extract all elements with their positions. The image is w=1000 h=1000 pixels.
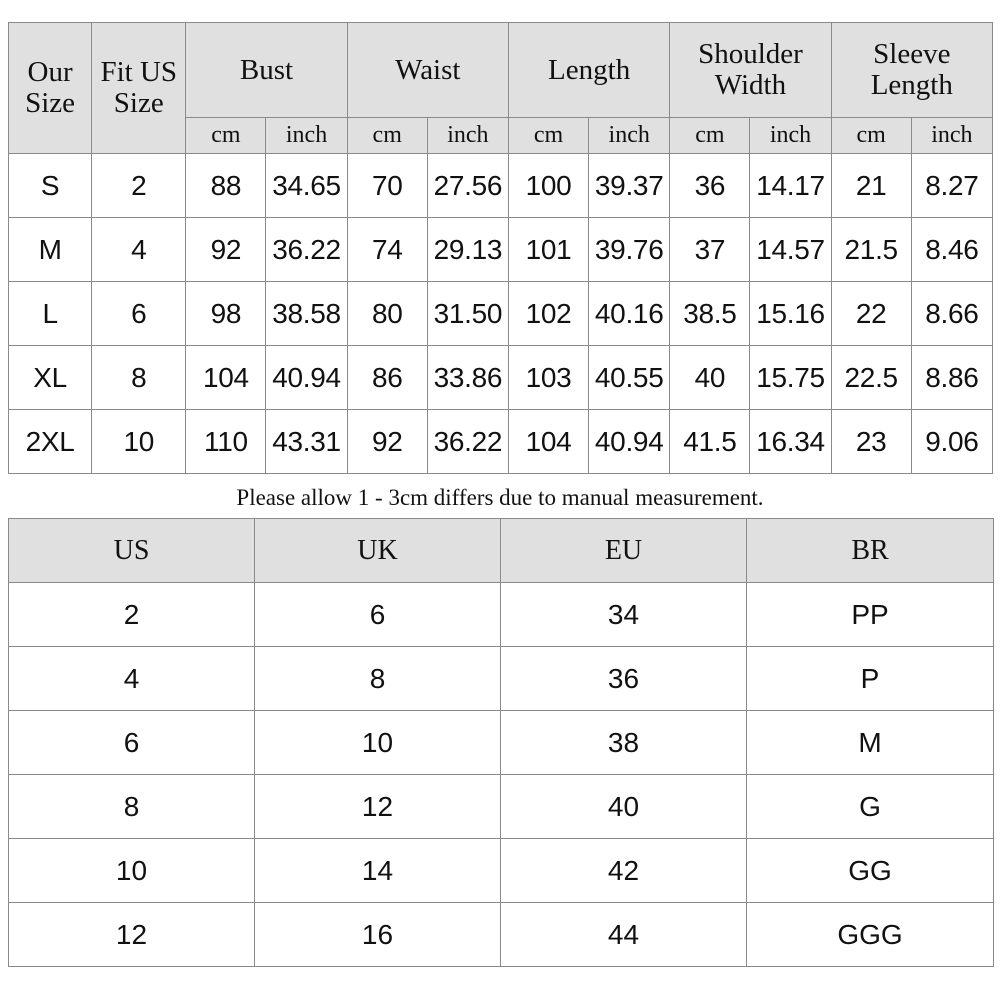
table-cell: 8: [92, 346, 186, 410]
table-cell: 40.16: [589, 282, 670, 346]
table-cell: 29.13: [427, 218, 508, 282]
table-row: [9, 839, 994, 903]
br-header: BR: [747, 519, 994, 583]
table-cell: 86: [347, 346, 427, 410]
table-row: [9, 346, 993, 410]
table-cell: 39.76: [589, 218, 670, 282]
sleeve-inch-header: inch: [911, 118, 992, 154]
bust-inch-header: inch: [266, 118, 347, 154]
table-cell: 34: [501, 583, 747, 647]
table-cell: 40.94: [266, 346, 347, 410]
table-cell: 80: [347, 282, 427, 346]
table-cell: 8.27: [911, 154, 992, 218]
table-cell: P: [747, 647, 994, 711]
table-cell: 9.06: [911, 410, 992, 474]
sleeve-cm-header: cm: [831, 118, 911, 154]
table-cell: M: [9, 218, 92, 282]
table-cell: 34.65: [266, 154, 347, 218]
table-row: [9, 647, 994, 711]
our-size-header: Our Size: [9, 23, 92, 154]
table-cell: 40: [670, 346, 750, 410]
table-cell: 101: [508, 218, 588, 282]
table-cell: 21: [831, 154, 911, 218]
measurement-note: Please allow 1 - 3cm differs due to manual measurement.: [236, 485, 764, 510]
table-row: [9, 154, 993, 218]
table-cell: 2: [9, 583, 255, 647]
sleeve-length-header: Sleeve Length: [831, 23, 992, 118]
table-cell: 104: [186, 346, 266, 410]
table-cell: 10: [9, 839, 255, 903]
table-cell: 102: [508, 282, 588, 346]
table-cell: 21.5: [831, 218, 911, 282]
table-cell: 37: [670, 218, 750, 282]
table-cell: 40.55: [589, 346, 670, 410]
waist-cm-header: cm: [347, 118, 427, 154]
table-cell: 12: [255, 775, 501, 839]
table-cell: 14.17: [750, 154, 831, 218]
table-cell: 42: [501, 839, 747, 903]
table-cell: 31.50: [427, 282, 508, 346]
table-cell: 22: [831, 282, 911, 346]
table-cell: M: [747, 711, 994, 775]
shoulder-width-header: Shoulder Width: [670, 23, 831, 118]
table-cell: 8.66: [911, 282, 992, 346]
table-cell: 8: [255, 647, 501, 711]
table-cell: S: [9, 154, 92, 218]
table-cell: 100: [508, 154, 588, 218]
table-cell: GGG: [747, 903, 994, 967]
table-cell: 43.31: [266, 410, 347, 474]
waist-header: Waist: [347, 23, 508, 118]
table-cell: L: [9, 282, 92, 346]
table-cell: 36: [501, 647, 747, 711]
table-cell: 38.58: [266, 282, 347, 346]
table-row: [9, 282, 993, 346]
table-cell: 92: [186, 218, 266, 282]
table-cell: 103: [508, 346, 588, 410]
table-cell: 36.22: [427, 410, 508, 474]
fit-us-size-header: Fit US Size: [92, 23, 186, 154]
table-row: [9, 583, 994, 647]
table-cell: GG: [747, 839, 994, 903]
table-cell: 2: [92, 154, 186, 218]
table-cell: 22.5: [831, 346, 911, 410]
table-cell: 36: [670, 154, 750, 218]
waist-inch-header: inch: [427, 118, 508, 154]
table-cell: 8.86: [911, 346, 992, 410]
table-cell: 8: [9, 775, 255, 839]
table-cell: 40: [501, 775, 747, 839]
size-chart-table: [8, 22, 993, 474]
table-cell: 92: [347, 410, 427, 474]
shoulder-inch-header: inch: [750, 118, 831, 154]
table-row: [9, 711, 994, 775]
length-cm-header: cm: [508, 118, 588, 154]
table-cell: 44: [501, 903, 747, 967]
table-cell: 15.75: [750, 346, 831, 410]
table-cell: 6: [255, 583, 501, 647]
bust-header: Bust: [186, 23, 347, 118]
table-cell: 12: [9, 903, 255, 967]
bust-cm-header: cm: [186, 118, 266, 154]
table-row: [9, 903, 994, 967]
table-cell: G: [747, 775, 994, 839]
table-cell: 6: [92, 282, 186, 346]
size-conversion-table: [8, 518, 994, 967]
table-cell: 36.22: [266, 218, 347, 282]
table-cell: 27.56: [427, 154, 508, 218]
table-cell: 70: [347, 154, 427, 218]
table-cell: 16.34: [750, 410, 831, 474]
table-cell: 98: [186, 282, 266, 346]
shoulder-cm-header: cm: [670, 118, 750, 154]
table-cell: 88: [186, 154, 266, 218]
length-inch-header: inch: [589, 118, 670, 154]
table-cell: 40.94: [589, 410, 670, 474]
eu-header: EU: [501, 519, 747, 583]
table-cell: 104: [508, 410, 588, 474]
table-cell: XL: [9, 346, 92, 410]
table-cell: 2XL: [9, 410, 92, 474]
table-cell: 10: [255, 711, 501, 775]
table-cell: 15.16: [750, 282, 831, 346]
length-header: Length: [508, 23, 669, 118]
table-cell: 39.37: [589, 154, 670, 218]
table-cell: 8.46: [911, 218, 992, 282]
table-cell: 4: [9, 647, 255, 711]
table-cell: 110: [186, 410, 266, 474]
table-row: [9, 218, 993, 282]
table-cell: PP: [747, 583, 994, 647]
table-row: [9, 410, 993, 474]
table-cell: 38: [501, 711, 747, 775]
table-cell: 16: [255, 903, 501, 967]
table-cell: 38.5: [670, 282, 750, 346]
table-cell: 4: [92, 218, 186, 282]
table-cell: 23: [831, 410, 911, 474]
table-cell: 41.5: [670, 410, 750, 474]
table-cell: 6: [9, 711, 255, 775]
table-row: [9, 775, 994, 839]
table-cell: 33.86: [427, 346, 508, 410]
table-cell: 14.57: [750, 218, 831, 282]
table-cell: 14: [255, 839, 501, 903]
us-header: US: [9, 519, 255, 583]
table-cell: 10: [92, 410, 186, 474]
uk-header: UK: [255, 519, 501, 583]
table-cell: 74: [347, 218, 427, 282]
